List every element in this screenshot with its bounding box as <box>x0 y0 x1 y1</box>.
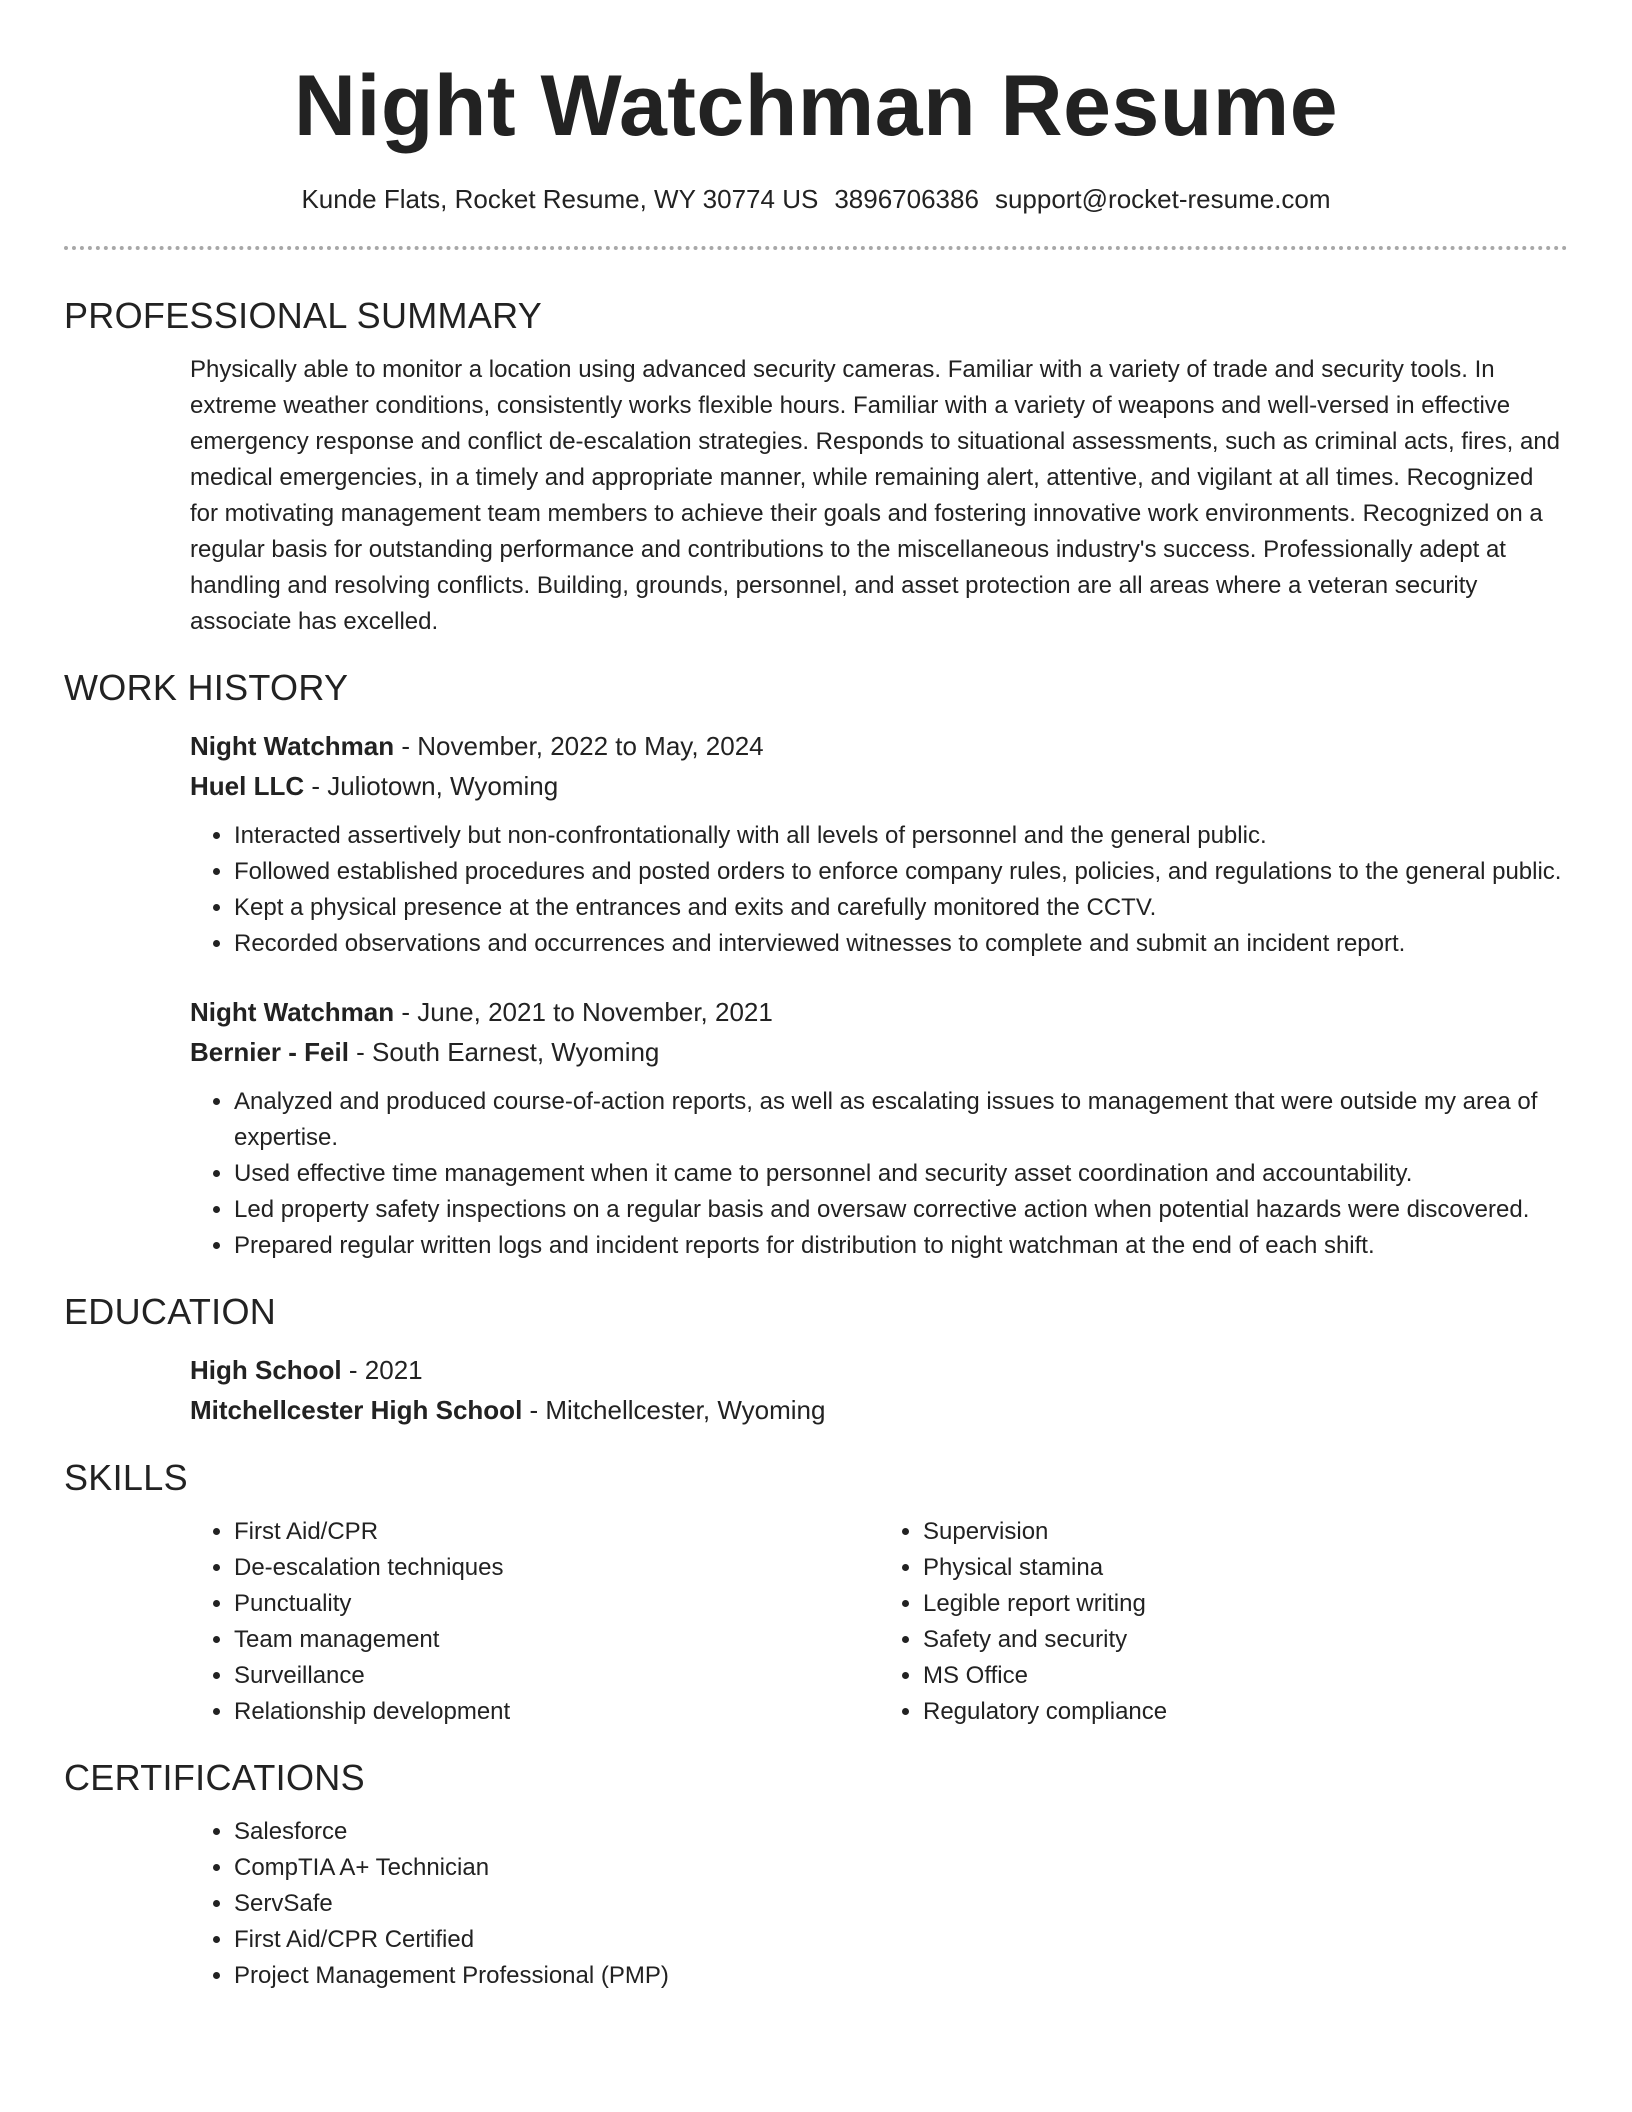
job-company-line <box>190 766 1568 806</box>
education-school: Mitchellcester High School <box>190 1395 523 1425</box>
job-role: Night Watchman <box>190 731 395 761</box>
contact-email: support@rocket-resume.com <box>994 184 1331 214</box>
list-item: • Surveillance <box>234 1658 879 1694</box>
job-title-line <box>190 726 1568 766</box>
list-item: • Interacted assertively but non-confrontationally with all levels of personnel and the general public. <box>234 818 1568 854</box>
certifications-list <box>190 1814 1568 1994</box>
job-bullets <box>190 818 1568 962</box>
list-item: • ServSafe <box>234 1886 1568 1922</box>
list-item: • First Aid/CPR Certified <box>234 1922 1568 1958</box>
list-item: • Recorded observations and occurrences and interviewed witnesses to complete and submit an incident report. <box>234 926 1568 962</box>
skills-list-right <box>879 1514 1568 1730</box>
list-item: • Regulatory compliance <box>923 1694 1568 1730</box>
list-item: • Kept a physical presence at the entrances and exits and carefully monitored the CCTV. <box>234 890 1568 926</box>
summary-text: Physically able to monitor a location using advanced security cameras. Familiar with a variety of trade and security tools. In extreme weather conditions, consistently works flexible hours. Familiar with a variety of weapons and well-versed in effective emergency response and conflict de-escalation strategies. Responds to situational assessments, such as criminal acts, fires, and medical emergencies, in a timely and appropriate manner, while remaining alert, attentive, and vigilant at all times. Recognized for motivating management team members to achieve their goals and fostering innovative work environments. Recognized on a regular basis for outstanding performance and contributions to the miscellaneous industry's success. Professionally adept at handling and resolving conflicts. Building, grounds, personnel, and asset protection are all areas where a veteran security associate has excelled. <box>190 356 1561 635</box>
education-school-line <box>190 1390 1568 1430</box>
job-company-line <box>190 1032 1568 1072</box>
job-entry <box>190 726 1568 962</box>
work-section <box>64 666 1568 1264</box>
job-location: - Juliotown, Wyoming <box>304 771 559 801</box>
list-item: • Supervision <box>923 1514 1568 1550</box>
job-bullets <box>190 1084 1568 1264</box>
job-location: - South Earnest, Wyoming <box>348 1037 660 1067</box>
contact-address: Kunde Flats, Rocket Resume, WY 30774 US <box>301 184 819 214</box>
list-item: • Analyzed and produced course-of-action reports, as well as escalating issues to management that were outside my area of expertise. <box>234 1084 1568 1156</box>
summary-section <box>64 294 1568 640</box>
list-item: • De-escalation techniques <box>234 1550 879 1586</box>
summary-heading: PROFESSIONAL SUMMARY <box>64 295 543 336</box>
work-heading: WORK HISTORY <box>64 667 349 708</box>
list-item: • Project Management Professional (PMP) <box>234 1958 1568 1994</box>
education-degree: High School <box>190 1355 342 1385</box>
certifications-heading: CERTIFICATIONS <box>64 1757 365 1798</box>
job-title-line <box>190 992 1568 1032</box>
job-dates: - November, 2022 to May, 2024 <box>394 731 764 761</box>
list-item: • Relationship development <box>234 1694 879 1730</box>
list-item: • Team management <box>234 1622 879 1658</box>
list-item: • Legible report writing <box>923 1586 1568 1622</box>
skills-heading: SKILLS <box>64 1457 188 1498</box>
skills-list-left <box>190 1514 879 1730</box>
list-item: • Punctuality <box>234 1586 879 1622</box>
job-company: Bernier - Feil <box>190 1037 349 1067</box>
list-item: • Safety and security <box>923 1622 1568 1658</box>
list-item: • Salesforce <box>234 1814 1568 1850</box>
education-degree-line <box>190 1350 1568 1390</box>
education-section <box>64 1290 1568 1430</box>
education-location: - Mitchellcester, Wyoming <box>522 1395 826 1425</box>
contact-phone: 3896706386 <box>834 184 979 214</box>
education-year: - 2021 <box>341 1355 423 1385</box>
list-item: • Physical stamina <box>923 1550 1568 1586</box>
skills-section <box>64 1456 1568 1730</box>
list-item: • Used effective time management when it came to personnel and security asset coordination and accountability. <box>234 1156 1568 1192</box>
job-role: Night Watchman <box>190 997 395 1027</box>
job-company: Huel LLC <box>190 771 305 801</box>
page-title: Night Watchman Resume <box>293 58 1339 154</box>
list-item: • Prepared regular written logs and incident reports for distribution to night watchman at the end of each shift. <box>234 1228 1568 1264</box>
header-divider <box>64 246 1568 250</box>
education-heading: EDUCATION <box>64 1291 277 1332</box>
list-item: • First Aid/CPR <box>234 1514 879 1550</box>
list-item: • MS Office <box>923 1658 1568 1694</box>
contact-line <box>64 182 1568 216</box>
job-dates: - June, 2021 to November, 2021 <box>394 997 773 1027</box>
list-item: • Followed established procedures and posted orders to enforce company rules, policies, and regulations to the general public. <box>234 854 1568 890</box>
list-item: • CompTIA A+ Technician <box>234 1850 1568 1886</box>
list-item: • Led property safety inspections on a regular basis and oversaw corrective action when potential hazards were discovered. <box>234 1192 1568 1228</box>
job-entry <box>190 992 1568 1264</box>
certifications-section <box>64 1756 1568 1994</box>
